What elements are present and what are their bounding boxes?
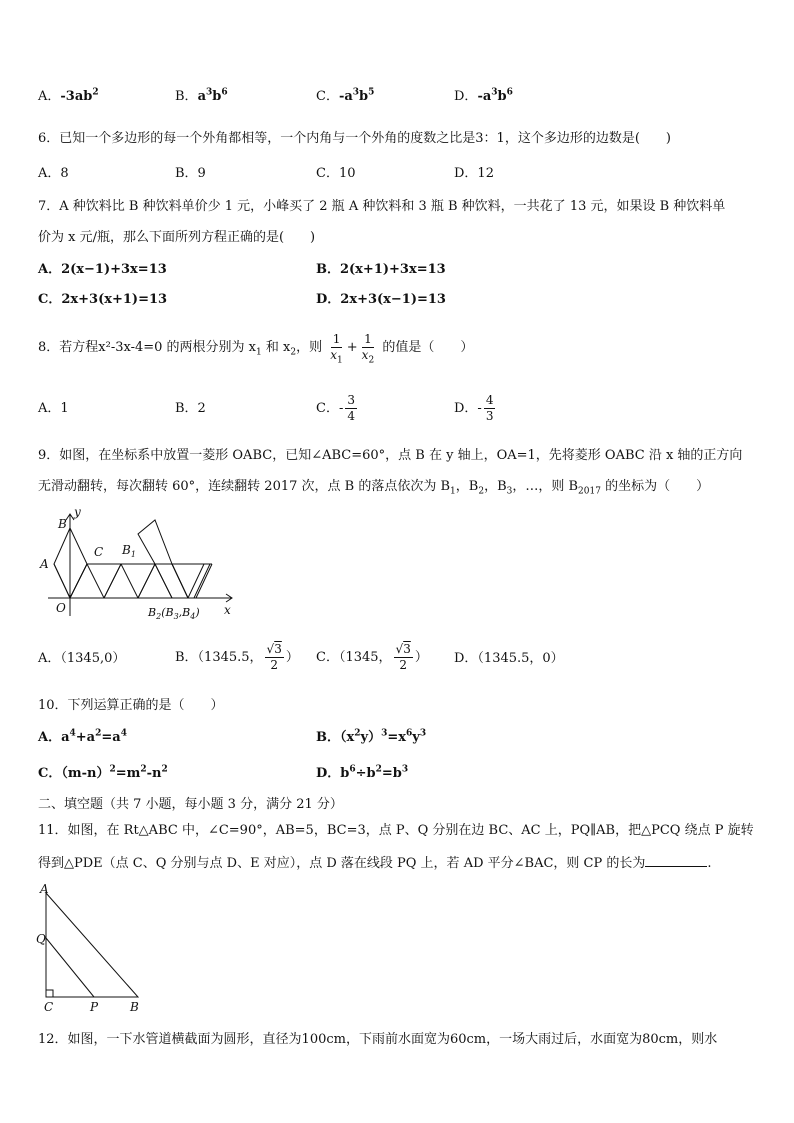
q7-stem-line2: 价为 x 元/瓶，那么下面所列方程正确的是( ) xyxy=(38,230,316,245)
q11-stem-line1: 11．如图，在 Rt△ABC 中，∠C=90°，AB=5，BC=3，点 P、Q 分别在边 BC、AC 上，PQ∥AB，把△PCQ 绕点 P 旋转 xyxy=(38,823,754,838)
q7-option-b: B．2(x+1)+3x=13 xyxy=(316,262,446,277)
q9-stem-line2: 无滑动翻转，每次翻转 60°，连续翻转 2017 次，点 B 的落点依次为 $B_1$，$B_2$，$B_3$，…，则 $B_{2017}$ 的坐标为（ ） xyxy=(38,479,710,497)
label-x: x xyxy=(224,603,231,617)
q8-fraction-2: $\frac{1}{x_2}$ xyxy=(361,332,375,366)
q11-answer-blank[interactable] xyxy=(645,854,707,867)
q12-stem-line1: 12．如图，一下水管道横截面为圆形，直径为100cm，下雨前水面宽为60cm，一场大雨过后，水面宽为80cm，则水 xyxy=(38,1032,718,1047)
rhombus-pos4 xyxy=(138,520,172,564)
q9-option-d: D．（1345.5，0） xyxy=(454,651,564,666)
q7-stem-line1: 7．A 种饮料比 B 种饮料单价少 1 元，小峰买了 2 瓶 A 种饮料和 3 瓶 B 种饮料，一共花了 13 元，如果设 B 种饮料单 xyxy=(38,199,726,214)
q6-option-c: C．10 xyxy=(316,166,356,181)
label-c: C xyxy=(94,545,104,559)
q8-option-d: D．- $\frac{4}{3}$ xyxy=(454,393,494,423)
label-y: y xyxy=(74,505,81,519)
q9-rhombus-figure xyxy=(36,504,236,622)
q7-option-d: D．2x+3(x−1)=13 xyxy=(316,292,446,307)
q6-option-b: B．9 xyxy=(175,166,206,181)
q8-option-c: C．- $\frac{3}{4}$ xyxy=(316,393,355,423)
segment-pq xyxy=(46,938,94,997)
q5-option-d: D．$-a^3b^6$ xyxy=(454,87,513,104)
triangle-abc xyxy=(46,893,138,997)
right-angle-mark xyxy=(46,990,53,997)
q7-option-a: A．2(x−1)+3x=13 xyxy=(38,262,167,277)
label-c: C xyxy=(44,1000,54,1014)
q5-option-c: C．$-a^3b^5$ xyxy=(316,87,375,104)
label-a: A xyxy=(40,882,49,896)
q10-option-a: A．$a^4+a^2=a^4$ xyxy=(38,728,127,745)
q9-option-c: C．（1345， $\frac{√3}{2}$ ） xyxy=(316,642,428,672)
label-a: A xyxy=(40,557,49,571)
q6-option-a: A．8 xyxy=(38,166,69,181)
q6-stem: 6．已知一个多边形的每一个外角都相等，一个内角与一个外角的度数之比是3：1，这个多边形的边数是( ) xyxy=(38,131,671,146)
section-heading-fill-in: 二、填空题（共 7 小题，每小题 3 分，满分 21 分） xyxy=(38,797,343,812)
q11-stem-line2: 得到△PDE（点 C、Q 分别与点 D、E 对应），点 D 落在线段 PQ 上，若 AD 平分∠BAC，则 CP 的长为 . xyxy=(38,856,712,871)
q5-option-a: A．$-3ab^2$ xyxy=(38,87,99,104)
q8-option-b: B．2 xyxy=(175,401,206,416)
q9-option-b: B．（1345.5， $\frac{√3}{2}$ ） xyxy=(175,642,299,672)
q8-stem: 8．若方程x²-3x-4=0 的两根分别为 $x_1$ 和 $x_2$，则 $\frac{1}{x_1}$ + $\frac{1}{x_2}$ 的值是（ ） xyxy=(38,332,474,366)
q8-fraction-1: $\frac{1}{x_1}$ xyxy=(330,332,343,366)
q10-option-d: D．$b^6\div b^2=b^3$ xyxy=(316,764,409,781)
q10-option-c: C．$(m-n)^2=m^2-n^2$ xyxy=(38,764,168,781)
label-b2-b3-b4: $B_2(B_3,B_4)$ xyxy=(148,606,200,621)
q10-stem: 10．下列运算正确的是（ ） xyxy=(38,698,224,713)
q10-option-b: B．$(x^2y)^3=x^6y^3$ xyxy=(316,728,427,745)
label-o: O xyxy=(56,601,66,615)
label-q: Q xyxy=(36,932,46,946)
rhombus-pos5 xyxy=(155,564,188,598)
q6-option-d: D．12 xyxy=(454,166,494,181)
q9-option-a: A．（1345,0） xyxy=(38,651,126,666)
q7-option-c: C．2x+3(x+1)=13 xyxy=(38,292,168,307)
q8-option-a: A．1 xyxy=(38,401,69,416)
q9-stem-line1: 9．如图，在坐标系中放置一菱形 OABC，已知∠ABC=60°，点 B 在 y 轴上，OA=1，先将菱形 OABC 沿 x 轴的正方向 xyxy=(38,448,743,463)
label-b: B xyxy=(58,517,67,531)
label-b1: $B_1$ xyxy=(122,543,136,559)
q11-triangle-figure xyxy=(34,881,144,1015)
q5-option-b: B．$a^3b^6$ xyxy=(175,87,228,104)
label-p: P xyxy=(90,1000,99,1014)
label-b: B xyxy=(130,1000,139,1014)
